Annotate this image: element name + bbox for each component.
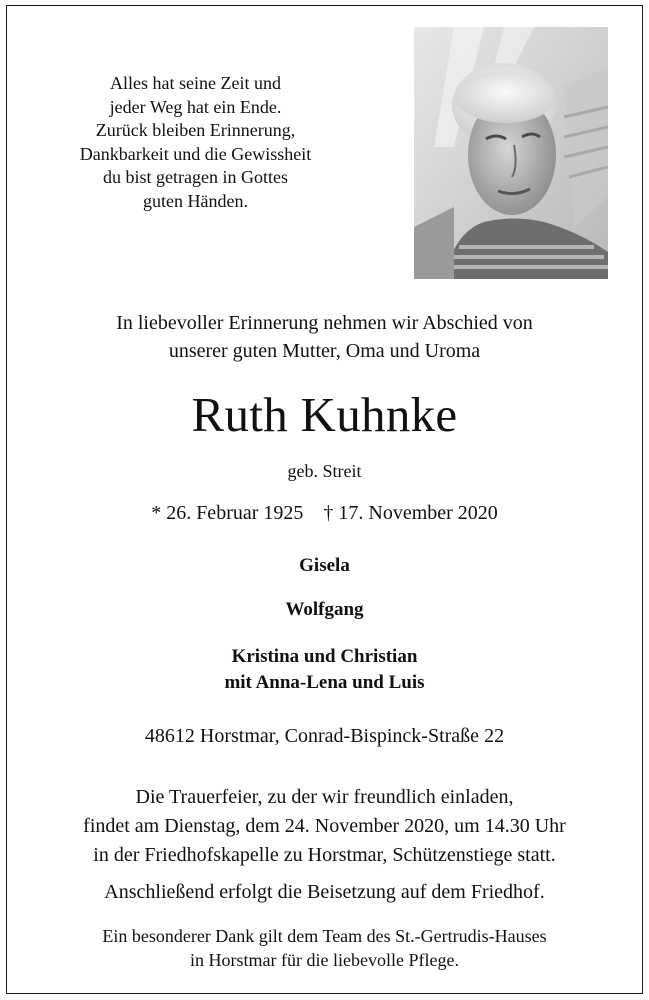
poem	[68, 72, 323, 214]
birth-name: geb. Streit	[287, 461, 362, 481]
poem-line: Dankbarkeit und die Gewissheit	[79, 143, 312, 164]
thanks-line: in Horstmar für die liebevolle Pflege.	[190, 950, 459, 970]
thanks-note	[6, 924, 643, 972]
poem-line: Alles hat seine Zeit und	[110, 73, 281, 93]
poem-line: du bist getragen in Gottes	[103, 167, 288, 188]
life-dates	[6, 499, 643, 527]
intro-text	[6, 309, 643, 365]
service-line: in der Friedhofskapelle zu Horstmar, Schützenstiege statt.	[93, 844, 556, 866]
poem-line: jeder Weg hat ein Ende.	[109, 96, 282, 117]
intro-line: In liebevoller Erinnerung nehmen wir Abschied von	[116, 312, 533, 334]
burial-notice: Anschließend erfolgt die Beisetzung auf dem Friedhof.	[104, 881, 545, 903]
poem-line: guten Händen.	[143, 190, 248, 211]
address: 48612 Horstmar, Conrad-Bispinck-Straße 22	[144, 725, 505, 747]
deceased-name: Ruth Kuhnke	[191, 387, 458, 442]
service-notice	[6, 783, 643, 870]
service-line: Die Trauerfeier, zu der wir freundlich einladen,	[135, 786, 514, 808]
family-member: Wolfgang	[285, 599, 364, 620]
family-member: Kristina und Christian	[231, 646, 418, 667]
poem-line: Zurück bleiben Erinnerung,	[95, 120, 296, 141]
service-line: findet am Dienstag, dem 24. November 2020, um 14.30 Uhr	[83, 815, 566, 837]
thanks-line: Ein besonderer Dank gilt dem Team des St.-Gertrudis-Hauses	[102, 926, 547, 946]
family-member: Gisela	[299, 555, 350, 576]
intro-line: unserer guten Mutter, Oma und Uroma	[168, 340, 481, 362]
birth-date: * 26. Februar 1925	[151, 502, 304, 524]
family-member: mit Anna-Lena und Luis	[224, 672, 425, 693]
portrait-photo	[414, 27, 608, 279]
death-date: † 17. November 2020	[323, 502, 498, 524]
family-group	[6, 644, 643, 696]
